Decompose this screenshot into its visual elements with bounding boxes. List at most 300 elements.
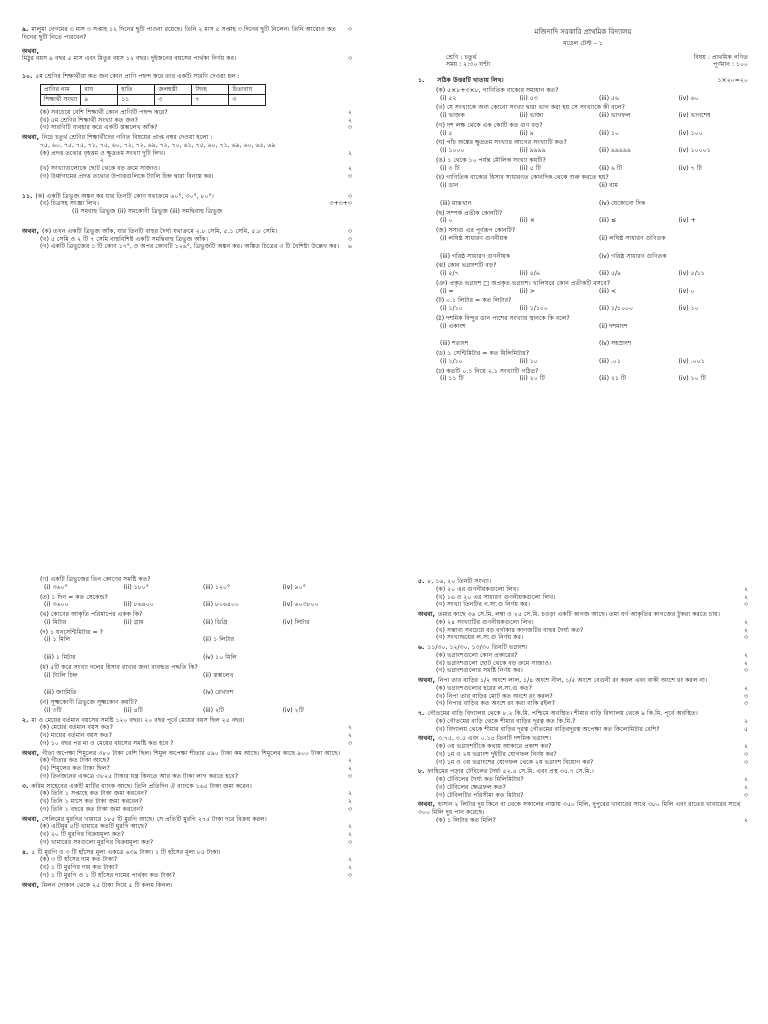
sub-question: (গ) তিনজনের একত্রে ৩৮২৫ টাকার যন্ত্র কিনতে আর কত টাকা লাগ করতে হবে?	[40, 772, 238, 780]
mcq-option: (iii) ২১ টি	[599, 375, 627, 383]
question-text: করিম সাহেবের একটি মাটির ব্যাংক আছে। তিনি প্রতিদিন ঐ ব্যাংকে ১৬৫ টাকা জমা করেন।	[31, 782, 252, 790]
sub-question: (খ) শিমুলের কত টাকা ছিল?	[40, 765, 110, 772]
mcq-question: (ঘ) পাঁচ অঙ্কের ক্ষুদ্রতম সংখ্যার আগের সংখ্যাটি কত?	[436, 139, 567, 147]
marks: ২	[347, 116, 352, 124]
mcq-option: (iv) ১০ টি	[678, 375, 706, 383]
mcq-option: (ii) ২০ টি	[519, 375, 545, 383]
sub-question-row	[436, 667, 748, 675]
mcq-option: (i) ৫২	[440, 94, 457, 102]
sub-question-row	[436, 759, 748, 767]
mcq-option: (iii) ২টি	[203, 706, 225, 714]
sub-question: (খ) সংখ্যাগুলোকে ছোট থেকে বড় ক্রমে সাজাও।	[40, 165, 160, 172]
question-number: অথবা,	[418, 801, 435, 809]
exam-title: মডেল টেস্ট – ১	[563, 39, 603, 47]
mcq-option: (i) ৩৬০°	[44, 583, 68, 591]
mcq-question: (ছ) সম্পর্ক প্রতীক কোনটি?	[436, 209, 503, 217]
question-text: ৩.৭৫, ৩.৫ এবং ০.১৫ তিনটি দশমিক ভগ্নাংশ।	[437, 735, 551, 743]
sub-question-row	[436, 700, 748, 708]
mcq-option: (ii) ১ লিটার	[203, 636, 235, 644]
mcq-option: (i) ভাজক	[440, 112, 465, 119]
mcq-option: (iv) +	[678, 217, 696, 225]
question-stem	[22, 717, 352, 725]
mcq-question: (ঠ) দশমিক বিন্দুর ডান পাশের সংখ্যার স্থানকে কি বলে?	[436, 314, 570, 322]
mcq-options	[436, 270, 748, 278]
question-number: অথবা,	[22, 815, 39, 823]
mcq-option: (ii) >	[519, 287, 535, 295]
mcq-option: (iv) ১০০	[678, 129, 703, 137]
question-number: অথবা,	[418, 677, 435, 684]
sub-question-row	[40, 856, 352, 864]
mcq-options	[436, 375, 748, 383]
mcq-option: (i) ৩৬০০	[44, 601, 69, 609]
marks: ৫	[743, 725, 748, 733]
question-number: ৮.	[418, 768, 425, 776]
sub-question-row	[436, 817, 748, 825]
question-stem	[418, 677, 748, 685]
stray-digit: ২	[100, 157, 105, 165]
table-cell: ৭	[192, 95, 229, 106]
marks: ৩	[347, 124, 352, 132]
marks: ২	[743, 776, 748, 783]
mcq-option: (ii) ×	[519, 217, 535, 225]
marks: ২	[743, 585, 748, 593]
mcq-option: (iv) ০	[678, 287, 695, 295]
sub-question-row	[40, 732, 352, 740]
mcq-option: (iv) যেকোনো দিক	[599, 199, 646, 207]
q9-number: ৯.	[22, 26, 29, 33]
mcq-option: (iii) ১২০°	[203, 583, 231, 591]
question-text: নিপা তার বাড়ির ১/২ অংশে লাল, ১/৪ অংশে নীল, ১/৫ অংশে বেগুনী রং করল এবং বাকী অংশে রং করল না।	[437, 677, 708, 684]
question-number: ৬.	[418, 644, 425, 651]
mcq-option: (ii) ১০	[519, 357, 538, 365]
sub-question-row	[436, 776, 748, 784]
sub-question-row	[436, 660, 748, 668]
question-number: অথবা,	[418, 611, 435, 618]
mcq-option: (iii) ৫/৯	[599, 270, 622, 277]
table-header: প্রাণির নাম	[41, 84, 81, 95]
mcq-question: (থ) কোণের আকৃতি পরিমাপের একক কি?	[40, 611, 143, 618]
sub-question-row	[436, 652, 748, 660]
mcq-question: (গ) দশ লক্ষ থেকে এক কোটি কত গুণ বড়?	[436, 121, 543, 129]
sub-question-row	[40, 740, 352, 748]
mcq-option: (ii) ৫/৬	[519, 270, 540, 277]
marks: ৩	[743, 750, 748, 758]
sub-question-row	[40, 773, 352, 781]
sub-question: (ক) ৩য় ভগ্নাংশটিকে কথায় আকারে প্রকাশ কর?	[436, 743, 552, 750]
question-text: ১১/৩০, ১২/৩০, ১৩/৩০ তিনটি ভগ্নাংশ।	[427, 644, 528, 651]
q9-alt-text: মিঠুর বয়স ৯ বছর ৫ মাস এবং মিতুর বয়স ১২ বছর। দুইজনের বয়সের পার্থক্য নির্ণয় কর।	[22, 55, 237, 63]
mcq-question: (ধ) ৫টি করে সংখ্যা দলের হিসাব রাখার জন্য ব্যবহৃত পদ্ধতি কি?	[40, 663, 198, 671]
mcq-option: (iii) ১ মিটার	[44, 654, 76, 661]
mcq-options	[40, 601, 352, 609]
marks: ২	[347, 757, 352, 765]
marks: ২	[347, 864, 352, 871]
question-text: মা ও মেয়ের বর্তমান বয়সের সমষ্টি ১২০ বছর। ২০ বছর পূর্বে মেয়ের বয়স ছিল ২৫ বছর।	[31, 716, 245, 724]
mcq-options	[436, 165, 748, 173]
sub-question-row	[436, 619, 748, 627]
mcq-question: (ন) সূক্ষ্মকোণী ত্রিভুজে সূক্ষ্মকোণ কয়টি?	[40, 699, 138, 706]
sub-question-row	[436, 601, 748, 609]
sub-question-row	[436, 693, 748, 701]
mcq-options	[40, 707, 352, 715]
sub-question: (গ) ভগ্নাংশগুলোর সমষ্টি নির্ণয় কর।	[436, 667, 523, 675]
mcq-options	[436, 305, 748, 313]
sub-question: (খ) ৫ সেমি ও ২ টি ৭ সেমি বাহুবিশিষ্ট একটি সমদ্বিবাহু ত্রিভুজ আঁক।	[40, 235, 208, 243]
sub-question-row	[40, 765, 352, 773]
sub-question: (ক) ৩ টি হাঁসের দাম কত টাকা?	[40, 856, 118, 864]
marks: ২	[347, 790, 352, 798]
sub-question: (ক) গৌতমের বাড়ি থেকে শীমার বাড়ির দূরত্ব কত কি.মি.?	[436, 717, 576, 725]
mcq-options	[436, 130, 748, 138]
mcq-option: (i) ১১ টি	[440, 375, 464, 383]
mcq-option: (i) =	[440, 287, 454, 295]
mcq-option: (ii) বাম	[599, 182, 618, 189]
marks: ২	[347, 798, 352, 805]
mcq-list	[418, 87, 748, 383]
marks: ৩	[347, 838, 352, 846]
q11-text: (ক) একটি ত্রিভুজ অঙ্কন কর যার তিনটি কোণ যথাক্রমে ৬০°, ৩০°, ৮০°।	[35, 192, 214, 200]
marks-data: ৭৫, ৬০, ৭৫, ৭৫, ৭১, ৭৫, ৬০, ৭২, ৭২, ৬৯, ৭২, ৭০, ৬১, ৭৫, ৬০, ৭১, ৬৯, ৬০, ৬৫, ৬৯	[40, 141, 276, 149]
mcq-option: (iv) রেখাংশ	[203, 689, 234, 697]
or-label: অথবা,	[22, 227, 39, 235]
mcq-option: (iv) ৫/১১	[678, 270, 705, 277]
q11-alt-text: (ক) তখন একটি ত্রিভুজ আঁক, যার তিনটি বাহুর দৈর্ঘ্য যথাক্রমে ২.৮ সেমি, ৫.১ সেমি, ৫.৮ সেমি।	[41, 227, 278, 235]
marks: ৩	[743, 601, 748, 609]
sub-question: (খ) টেবিলের ক্ষেত্রফল কত?	[436, 783, 506, 791]
mcq-option: (i) লঘিষ্ঠ সাধারণ গুণনীয়ক	[440, 234, 508, 242]
sub-question-row	[40, 724, 352, 732]
question-stem	[418, 578, 748, 586]
sub-question: (খ) ২০ টি মুরগির বিক্রয়মূল্য কত?	[40, 831, 125, 838]
question-number: অথবা,	[22, 749, 39, 757]
sub-question: (গ) ১০ বছর পর মা ও মেয়ের বয়সের সমষ্টি কত হবে ?	[40, 739, 174, 747]
mcq-option: (iv) ৯০°	[282, 583, 306, 591]
sub-question-row	[436, 586, 748, 594]
or-label: অথবা,	[22, 47, 39, 55]
mcq-option: (ii) দশমাংশ	[599, 322, 628, 330]
question-text: হাসান ২ লিটার দুধ কিনে বা থেকে সকালের নাস্তায় ৩৫০ মিলি, দুপুরের খাবারের সাথে ৩৮০ মিলি এবং রাতের খাবারের সাথে ৩০০ মিলি দুধ পান করেছে।	[418, 801, 741, 816]
sub-question-row	[40, 864, 352, 872]
sub-question: (ক) ভগ্নাংশগুলো কোন প্রকারের?	[436, 651, 518, 659]
mcq-option: (iv) সহস্রাংশ	[599, 340, 632, 348]
marks: ২	[347, 149, 352, 157]
marks: ৩	[347, 172, 352, 180]
marks: ৩	[347, 805, 352, 813]
question-number: ৩.	[22, 782, 29, 790]
sub-question: (গ) সারণিটি ব্যবহার করে একটি স্তম্ভলেখ আঁক?	[40, 124, 158, 132]
mcq-option: (iii) ≤	[599, 217, 617, 225]
sub-question: (খ) ১ টি মুরগির দাম কত টাকা?	[40, 864, 118, 871]
table-header: জলহস্তী	[155, 84, 192, 95]
table-cell: শিক্ষার্থী সংখ্যা	[41, 95, 81, 106]
mcq-option: (ii) ১৮০°	[123, 583, 149, 591]
sub-question-row	[436, 751, 748, 759]
sub-question-row	[436, 792, 748, 800]
marks: ২	[743, 618, 748, 626]
mcq-question: (দ) ১ ঘনসেন্টিমিটার = ?	[40, 628, 103, 636]
animal-table	[40, 84, 266, 106]
mcq-question: (ট) ০.১ লিটার = কত লিটার?	[436, 297, 512, 305]
sub-question-row	[436, 627, 748, 635]
mcq-options	[436, 147, 748, 155]
question-number: ৭.	[418, 710, 425, 717]
mcq-option: (i) ট্যালি চিহ্ন	[44, 671, 78, 679]
marks: ২	[347, 765, 352, 772]
mcq-question: (চ) গাণিতিক বাক্যের হিসাব সাধারণত কোনদিক থেকে শুরু করতে হয়?	[436, 174, 609, 182]
sub-question: (ক) ১ লিটার কত মিলি?	[436, 816, 496, 824]
marks: ২	[347, 823, 352, 831]
mcq-option: (iv) ভাগশেষ	[678, 112, 711, 119]
question-number: ৫.	[418, 578, 425, 585]
question-stem	[418, 735, 748, 743]
question-text: গৌতমের বাড়ি বিদ্যালয় থেকে ৮.২ কি.মি. পশ্চিমে অবস্থিত। শীমার বাড়ি বিদ্যালয় থেকে ৯ কি.মি. পূর্বে অবস্থিত।	[427, 710, 698, 717]
q10-number: ১০.	[22, 73, 33, 80]
q9-text: মালুমা বেগমের ৩ মাস ৩ সপ্তাহ ১২ দিনের ছুটি পাওনা রয়েছে। তিনি ২ মাস ৫ সপ্তাহ ৩ দিনের ছুটি নিলেন। তিনি আরোও কত দিনের ছুটি নিতে পারবেন?	[22, 26, 336, 41]
sub-question: (গ) সংখ্যা তিনটির গ.সা.গু নির্ণয় কর।	[436, 601, 530, 609]
mcq-option: (iv) ৬০৩৮০০	[282, 601, 319, 609]
table-header: সিংহ	[192, 84, 229, 95]
sub-question: (খ) বিদ্যালয় থেকে শীমার বাড়ির দূরত্ব গৌতমের বাড়িরদূরত্ব অপেক্ষা কত কিলোমিটার বেশি?	[436, 725, 660, 733]
or-label: অথবা,	[22, 134, 39, 141]
marks: ৩+৩+৩	[329, 200, 352, 208]
marks: ২	[743, 659, 748, 667]
school-name: মজিদাদি সরকারি প্রাথমিক বিদ্যালয়	[534, 28, 632, 36]
sub-question: (ক) এটিমুর ৫টি খামারে কতটি মুরগি আছে?	[40, 823, 148, 831]
sub-question: (ক) প্রদত্ত তথ্যের বৃহত্তম ও ক্ষুদ্রতম সংখ্যা দুটি লিখ।	[40, 149, 166, 157]
marks: ৩	[347, 192, 352, 200]
q1-text: সঠিক উত্তরটি খাতায় লিখ।	[437, 77, 504, 84]
question-text: ৫ টি মুরগি ও ৩ টি হাঁসের মূল্য একত্রে ৬৩৯ টাকা। ১ টি হাঁসের মূল্য ৮৫ টাকা।	[31, 848, 221, 856]
mcq-option: (ii) ১/১০০	[519, 305, 548, 312]
sub-question-row	[436, 718, 748, 726]
mcq-option: (i) ৫/৭	[440, 270, 459, 277]
marks: ৩	[347, 772, 352, 780]
mcq-option: (iii) ভাগফল	[599, 112, 631, 119]
sub-question: (গ) টেবিলটির পরিসীমা কত মিটার?	[436, 791, 524, 799]
sub-question-row	[436, 726, 748, 734]
sub-question: (ক) তিনি ১ সপ্তাহে কত টাকা জমা করবেন?	[40, 790, 148, 798]
mcq-option: (iii) মাঝখান	[440, 199, 472, 207]
marks: ৩	[743, 692, 748, 700]
mcq-options	[436, 323, 748, 349]
marks: ২	[743, 816, 748, 824]
question-stem	[418, 801, 748, 817]
mcq-option: (i) মিটার	[44, 618, 67, 626]
question-stem	[418, 710, 748, 718]
class-label: শ্রেণি : চতুর্থ	[446, 53, 477, 61]
mcq-option: (iii) গরিষ্ঠ সাধারণ গুণনীয়ক	[440, 252, 511, 260]
mcq-question: (ড) ১ সেন্টিমিটার = কত মিলিমিটার?	[436, 350, 530, 357]
question-number: ২.	[22, 716, 29, 724]
question-number: ৪.	[22, 848, 29, 856]
mcq-option: (i) ৩ টি	[440, 164, 460, 172]
sub-question: (গ) ১ টি মুরগি ও ১ টি হাঁসের দামের পার্থক্য কত টাকা?	[40, 871, 176, 879]
mcq-option: (iii) <	[599, 287, 617, 295]
question-stem	[418, 611, 748, 619]
mcq-option: (iv) লিটার	[282, 618, 310, 626]
bottom-right-section	[418, 576, 748, 825]
mcq-option: (iii) শতাংশ	[440, 340, 469, 348]
sub-question-row	[40, 823, 352, 831]
sub-question: (ক) ২০ এর গুণনীয়কগুলো লিখ।	[436, 585, 519, 593]
marks: ৩	[743, 634, 748, 642]
table-header: হাতি	[118, 84, 155, 95]
mcq-options	[436, 95, 748, 103]
sub-question: (ক) গীতার কত টাকা আছে?	[40, 757, 110, 765]
sub-question-row	[436, 634, 748, 642]
marks: ৩	[347, 871, 352, 879]
mcq-option: (iv) ১০ মিলি	[203, 654, 237, 661]
mcq-question: (ঢ) কতটি ০.১ নিয়ে ২.১ সংখ্যাটি গঠিত?	[436, 367, 539, 375]
table-cell: ৩	[155, 95, 192, 106]
marks: ২	[347, 165, 352, 172]
question-text: মিলন দোকান থেকে ২৫ টাকা দিয়ে ৫ টি কলম কিনল।	[41, 881, 173, 889]
subject-label: বিষয় : প্রাথমিক গণিত	[693, 53, 748, 61]
full-marks-label: পূর্ণমান : ১০০	[713, 61, 748, 69]
mcq-option: (ii) স্তম্ভলেখ	[203, 671, 234, 679]
sub-question: (খ) নিপা তার বাড়ির মোট কত অংশে রং করল?	[436, 692, 553, 700]
sub-question: (ক) মেয়ের বর্তমান বয়স কত?	[40, 724, 113, 732]
question-stem	[22, 882, 352, 890]
mcq-question: (খ) যে সংখ্যাকে অন্য কোনো সংখ্যা দ্বারা ভাগ করা হয় সে সংখ্যাকে কী বলে?	[436, 104, 625, 112]
top-left-section	[22, 26, 352, 251]
mcq-list-continued	[22, 576, 352, 715]
mcq-option: (iii) ডিগ্রি	[203, 618, 228, 626]
sub-question: (খ) ৫ম শ্রেণির শিক্ষার্থী সংখ্যা কত জন?	[40, 116, 138, 124]
mcq-question: (ঝ) কোন ভগ্নাংশটি বড়?	[436, 262, 497, 270]
mcq-option: (iii) ৮০৬৪০০	[203, 601, 240, 609]
question-text: তমার কাছে ৩৬ সে.মি. লম্বা ও ২৫ সে.মি. চওড়া একটি কাগজ আছে। তমা বর্গ আকৃতির কাগজের টুকরা করতে চায়।	[437, 611, 720, 618]
mcq-option: (iii) জ্যামিতি	[44, 689, 77, 697]
sub-question: (গ) উর্ধ্বগামের প্রদত্ত তথ্যের উপাত্তগুলিকে ট্যালি চিহ্ন দ্বারা বিন্যস্ত কর।	[40, 172, 214, 180]
mcq-option: (iv) ২টি	[282, 706, 304, 714]
mcq-option: (i) ৩টি	[44, 706, 62, 714]
mcq-option: (i) ১/১০	[440, 305, 463, 312]
sub-question-row	[40, 831, 352, 839]
sub-question-row	[40, 790, 352, 798]
q11-number: ১১.	[22, 192, 33, 200]
mcq-options	[40, 636, 352, 662]
marks: ২	[347, 724, 352, 732]
marks: ২	[743, 783, 748, 791]
question-number: অথবা,	[22, 881, 39, 889]
mcq-option: (iv) ৭ টি	[678, 164, 702, 172]
question-text: গীতা অপেক্ষা শিমুলের ৩৮০ টাকা বেশি ছিল। শিমুল অপেক্ষা শীতার ৫৯০ টাকা কম আছে। শিমুলের কাছে ৯০০ টাকা আছে।	[41, 749, 341, 757]
sub-question-row	[40, 872, 352, 880]
question-text: সেলিমের মুরগির খামারে ১৮৫ টি মুরগি আছে। সে প্রতিটি মুরগি ২৭৫ টাকা দরে বিক্রয় করল।	[41, 815, 267, 823]
marks: ২	[743, 626, 748, 634]
mcq-options	[436, 217, 748, 225]
sub-question: (গ) নিপার বাড়ির কত অংশে রং করা বাকি রইল?	[436, 700, 555, 708]
marks: ২	[347, 108, 352, 116]
table-cell: ৩	[229, 95, 266, 106]
marks: ৩	[347, 55, 352, 63]
mcq-option: (iii) .০১	[599, 357, 621, 365]
marks: ৩	[743, 700, 748, 708]
mcq-question: (ঞ) প্রকৃত ভগ্নাংশ □ অপ্রকৃত ভগ্নাংশ। খালিঘরে কোন প্রতীকটি বসবে?	[436, 279, 611, 287]
mcq-question: (ঙ) ১ থেকে ১০ পর্যন্ত মৌলিক সংখ্যা কয়টি?	[436, 156, 546, 164]
sub-question: (ক) ভগ্নাংশগুলোর হরের ল.সা.গু কত?	[436, 684, 532, 692]
sub-question-row	[436, 784, 748, 792]
marks: ৩	[347, 235, 352, 243]
mcq-option: (iii) ১০	[599, 129, 619, 137]
marks: ৩	[743, 667, 748, 675]
mcq-option: (i) ৫	[440, 129, 453, 137]
mcq-option: (iii) ১/১০০০	[599, 305, 634, 312]
mcq-options	[40, 672, 352, 698]
sub-question: (ক) সবচেয়ে বেশি শিক্ষার্থী কোন প্রাণিটি পছন্দ করে?	[40, 108, 168, 116]
mcq-option: (iv) ১০	[678, 305, 699, 312]
q10-alt-text: নিচে চতুর্থ শ্রেণির শিক্ষার্থীদের গণিত বিষয়ের প্রাপ্ত নম্বর দেওয়া হলো :	[41, 134, 213, 141]
sub-question: (গ) তিনি ১ বছরে কত টাকা জমা করবেন?	[40, 805, 144, 813]
mcq-question: (জ) সসাগু এর পূর্ণরূপ কোনটি?	[436, 227, 516, 234]
marks: ৩	[743, 758, 748, 766]
mcq-option: (i) ১/১০	[440, 357, 463, 365]
sub-question: (গ) একটি ত্রিভুজের ১ টি কোণ ১৭°, ও অপর কোণটি ১২৬°, ত্রিভুজটি অঙ্কন কর। অঙ্কিত চিত্রের ৩ টি বৈশিষ্ট্য উল্লেখ কর।	[40, 243, 339, 251]
question-stem	[418, 644, 748, 652]
mcq-option: (iii) ৫৬	[599, 94, 619, 102]
question-text: ৮, ১৬, ২০ তিনটি সংখ্যা।	[427, 578, 492, 585]
time-label: সময় : ২:৩০ ঘণ্টা	[446, 61, 491, 69]
mcq-option: (iii) ৬ টি	[599, 164, 623, 172]
table-header: বাঘ	[81, 84, 118, 95]
q1-number: ১.	[418, 77, 425, 84]
sub-question-row	[40, 806, 352, 814]
sub-question: (ক) টেবিলের দৈর্ঘ্য কত মিলিমিটার?	[436, 776, 524, 783]
table-header: চিতাবাঘ	[229, 84, 266, 95]
sub-question: (খ) ভগ্নাংশগুলো ছোট থেকে বড় ক্রমে সাজাও।	[436, 659, 552, 667]
sub-question: (খ) চিত্রসহ সংজ্ঞা লিখ।	[40, 200, 99, 208]
mcq-option: (iv) গরিষ্ঠ সাধারণ গুণিতক	[599, 252, 667, 260]
mcq-option: (ii) ৯৯৯৯	[519, 147, 546, 154]
sub-question-row	[436, 743, 748, 751]
sub-question: (খ) সম্ভাব্য সবচেয়ে বড় বর্গাকার কাগজটির বাহুর দৈর্ঘ্য কত?	[436, 626, 584, 634]
sub-question: (ক) ২৪ সংখ্যাটির গুণনীয়কগুলো লিখ।	[436, 618, 534, 626]
triangle-types: (i) সমবাহু ত্রিভুজ (ii) সমকোণী ত্রিভুজ (iii) সমদ্বিবাহু ত্রিভুজ	[72, 208, 223, 215]
mcq-option: (i) ডান	[440, 182, 459, 189]
marks: ২	[347, 732, 352, 739]
marks: ১×২০=২০	[717, 77, 748, 84]
mcq-option: (i) ১ মিলি	[44, 636, 71, 644]
mcq-option: (ii) ৪টি	[123, 706, 143, 714]
sub-question-row	[40, 839, 352, 847]
mcq-option: (ii) গ্রাম	[123, 618, 144, 626]
sub-question: (গ) সংখ্যাদ্বয়ের ল.সা.গু নির্ণয় কর।	[436, 634, 524, 642]
mcq-options	[40, 584, 352, 592]
marks: ২	[743, 684, 748, 692]
bottom-left-section	[22, 574, 352, 889]
marks: ২	[743, 743, 748, 750]
sub-question: (খ) ১ম ও ২য় ভগ্নাংশ দুইটির যোগফল নির্ণয় কর?	[436, 750, 557, 758]
mcq-option: (ii) ৫ টি	[519, 164, 541, 172]
mcq-option: (iv) ৬০	[678, 94, 699, 102]
mcq-option: (i) ০	[440, 217, 453, 225]
sub-question-row	[436, 685, 748, 693]
marks: ২	[743, 593, 748, 601]
mcq-option: (ii) ৯	[519, 129, 534, 137]
marks: ৩	[743, 791, 748, 799]
top-right-section	[418, 28, 748, 383]
sub-question-row	[40, 757, 352, 765]
mcq-options	[40, 619, 352, 627]
marks: ২	[743, 717, 748, 725]
table-cell: ১১	[118, 95, 155, 106]
mcq-question: (ক) ৫×৮+৩×৮, গাণিতিক বাক্যের সমাধান কত?	[436, 86, 559, 94]
mcq-options	[436, 182, 748, 208]
question-number: অথবা,	[418, 735, 435, 743]
mcq-option: (iv) .০০১	[678, 357, 705, 365]
sub-question: (গ) খামারের সবগুলো মুরগির বিক্রয়মূল্য কত?	[40, 838, 154, 846]
